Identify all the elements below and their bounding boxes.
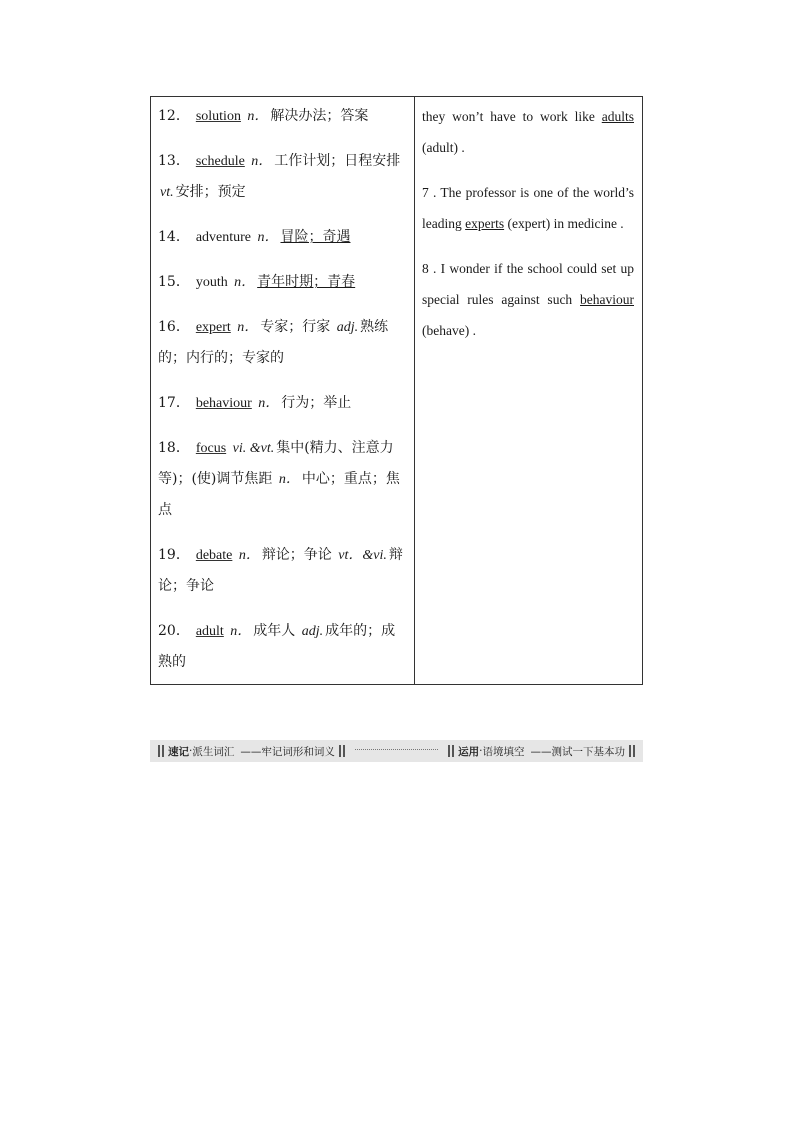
double-bar-icon (338, 745, 346, 757)
entry-number: 17． (158, 395, 190, 411)
part-of-speech: adj. (301, 624, 324, 639)
sentence-item (422, 253, 634, 346)
entry-word: behaviour (195, 396, 252, 411)
sentence-after: (behave) . (422, 323, 476, 338)
entry-meaning: 辩论；争论 (261, 547, 332, 563)
entry-meaning: 成年的；成熟的 (158, 623, 396, 670)
entry-word: adventure (195, 230, 252, 245)
sentence-answer: experts (465, 216, 505, 231)
entry-meaning: 冒险；奇遇 (280, 229, 351, 245)
entry-number: 16． (158, 319, 190, 335)
part-of-speech: n． (238, 548, 260, 563)
entry-meaning: 青年时期；青春 (257, 274, 356, 290)
sentence-answer: behaviour (580, 292, 634, 307)
entry-meaning: 辩论；争论 (158, 547, 403, 594)
banner-right-title: 运用 (458, 745, 480, 758)
entry-meaning: 安排；预定 (175, 184, 246, 200)
sentence-after: (expert) in medicine . (504, 216, 624, 231)
vocab-table (150, 96, 643, 685)
part-of-speech: n． (278, 472, 300, 487)
vocab-entry (158, 312, 408, 374)
banner-right-tail: ——测试一下基本功 (530, 745, 625, 758)
part-of-speech: n． (251, 154, 273, 169)
banner-left-sub: 派生词汇 (192, 745, 235, 758)
part-of-speech: adj. (336, 320, 359, 335)
entry-word: solution (195, 109, 241, 124)
banner-left-tail: ——牢记词形和词义 (240, 745, 335, 758)
part-of-speech: n． (258, 396, 280, 411)
entry-number: 14． (158, 229, 190, 245)
vocab-entry (158, 433, 408, 526)
vocab-entry (158, 540, 408, 602)
entry-word: debate (195, 548, 233, 563)
banner-right-sub: 语境填空 (482, 745, 525, 758)
entry-number: 12． (158, 108, 190, 124)
entry-word: expert (195, 320, 231, 335)
entry-word: schedule (195, 154, 245, 169)
sentence-after: (adult) . (422, 140, 465, 155)
part-of-speech: vt．&vi. (338, 548, 387, 563)
sentence-before: 8 . I wonder if the school could set up special rules against such (422, 261, 634, 307)
entry-meaning: 行为；举止 (281, 395, 352, 411)
entry-meaning: 熟练的；内行的；专家的 (158, 319, 389, 366)
double-bar-icon (447, 745, 455, 757)
entry-meaning: 专家；行家 (260, 319, 331, 335)
vocab-entry (158, 616, 408, 678)
entry-word: youth (195, 275, 228, 290)
part-of-speech: n． (234, 275, 256, 290)
dotted-divider (355, 749, 438, 750)
banner-left-title: 速记 (168, 745, 189, 758)
entry-meaning: 解决办法；答案 (270, 108, 369, 124)
entry-meaning: 成年人 (253, 623, 296, 639)
part-of-speech: n． (257, 230, 279, 245)
vocab-entry (158, 146, 408, 208)
vocab-list (151, 97, 415, 684)
vocab-entry (158, 222, 408, 253)
part-of-speech: n． (230, 624, 252, 639)
double-bar-icon (157, 745, 165, 757)
section-banner (150, 740, 643, 762)
entry-number: 20． (158, 623, 190, 639)
part-of-speech: n． (247, 109, 269, 124)
entry-word: adult (195, 624, 224, 639)
sentence-before: they won’t have to work like (422, 109, 602, 124)
sentence-item (422, 101, 634, 163)
vocab-entry (158, 388, 408, 419)
part-of-speech: n． (237, 320, 259, 335)
vocab-entry (158, 267, 408, 298)
entry-number: 19． (158, 547, 190, 563)
entry-number: 18． (158, 440, 190, 456)
entry-meaning: 中心；重点；焦点 (158, 471, 400, 518)
double-bar-icon (628, 745, 636, 757)
part-of-speech: vi. &vt. (232, 441, 275, 456)
banner-left-sep: · (189, 745, 193, 757)
vocab-entry (158, 101, 408, 132)
sentence-item (422, 177, 634, 239)
entry-meaning: 集中(精力、注意力等)；(使)调节焦距 (158, 440, 394, 487)
part-of-speech: vt. (160, 185, 174, 200)
sentence-list (415, 97, 642, 684)
entry-number: 15． (158, 274, 190, 290)
entry-meaning: 工作计划；日程安排 (274, 153, 401, 169)
entry-word: focus (195, 441, 227, 456)
entry-number: 13． (158, 153, 190, 169)
sentence-before: 7 . The professor is one of the world’s leading (422, 185, 634, 231)
sentence-answer: adults (601, 109, 634, 124)
banner-right-sep: · (479, 745, 483, 757)
